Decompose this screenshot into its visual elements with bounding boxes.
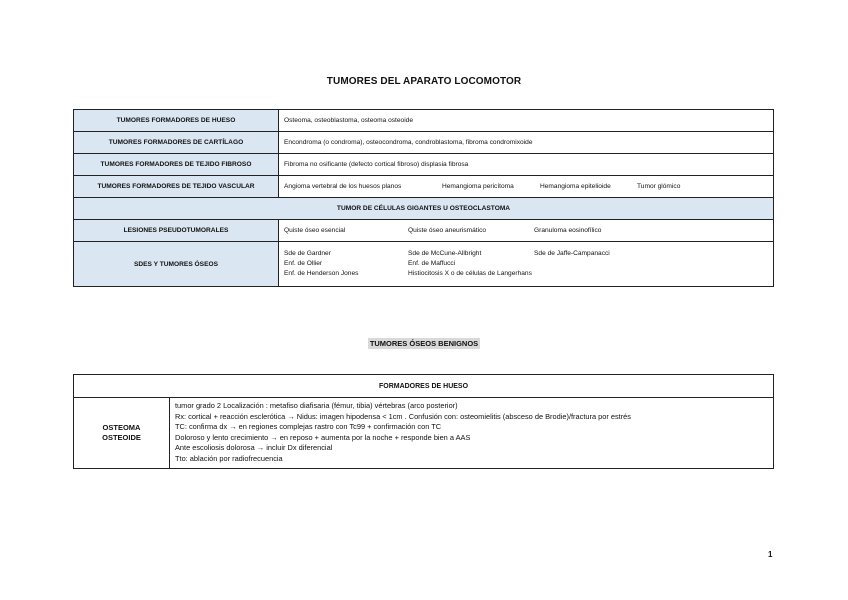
description-line: TC: confirma dx → en regiones complejas rastro con Tc99 + confirmación con TC — [175, 422, 442, 431]
giant-cell-row: TUMOR DE CÉLULAS GIGANTES U OSTEOCLASTOMA — [74, 198, 774, 220]
description-line: tumor grado 2 Localización : metafiso diafisaria (fémur, tibia) vértebras (arco posterior) — [175, 401, 458, 410]
row-value — [279, 220, 774, 242]
benign-heading: TUMORES ÓSEOS BENIGNOS — [369, 339, 479, 348]
row-value: Fibroma no osificante (defecto cortical fibroso) displasia fibrosa — [279, 154, 774, 176]
pseudotumor-item: Granuloma eosinofílico — [534, 227, 602, 234]
syndrome-item: Enf. de Maffucci — [408, 260, 456, 267]
benign-tumor-table — [73, 374, 774, 469]
row-label: TUMORES FORMADORES DE TEJIDO VASCULAR — [74, 176, 279, 198]
vascular-item: Tumor glómico — [637, 183, 681, 190]
syndrome-item: Sde de Gardner — [284, 250, 331, 257]
row-label: SDES Y TUMORES ÓSEOS — [74, 242, 279, 287]
row-value — [279, 242, 774, 287]
tumor-name-line: OSTEOMA — [102, 423, 141, 432]
page-title: TUMORES DEL APARATO LOCOMOTOR — [326, 76, 522, 87]
syndrome-column — [534, 249, 610, 279]
row-value: Encondroma (o condroma), osteocondroma, condroblastoma, fibroma condromixoide — [279, 132, 774, 154]
syndrome-column — [284, 249, 408, 279]
row-value — [279, 176, 774, 198]
row-label: TUMORES FORMADORES DE TEJIDO FIBROSO — [74, 154, 279, 176]
tumor-name-line: OSTEOIDE — [102, 433, 141, 442]
description-line: Tto: ablación por radiofrecuencia — [175, 453, 283, 463]
table-row — [74, 220, 774, 242]
table-row — [74, 398, 774, 469]
table-row — [74, 242, 774, 287]
row-label: LESIONES PSEUDOTUMORALES — [74, 220, 279, 242]
table-header: FORMADORES DE HUESO — [74, 375, 774, 398]
description-line: Rx: cortical + reacción esclerótica → Nidus: imagen hipodensa < 1cm . Confusión con: osteomielitis (absceso de Brodie)/fractura por estrés — [175, 411, 631, 421]
syndrome-item: Enf. de Henderson Jones — [284, 270, 359, 277]
tumor-name — [74, 398, 170, 469]
vascular-item: Hemangioma pericítoma — [442, 183, 514, 190]
row-value: Osteoma, osteoblastoma, osteoma osteoide — [279, 110, 774, 132]
vascular-item: Angioma vertebral de los huesos planos — [284, 183, 402, 190]
tumor-description — [170, 398, 774, 469]
pseudotumor-item: Quiste óseo aneurismático — [408, 227, 487, 234]
table-row — [74, 198, 774, 220]
table-row — [74, 154, 774, 176]
row-label: TUMORES FORMADORES DE CARTÍLAGO — [74, 132, 279, 154]
syndrome-item: Enf. de Ollier — [284, 260, 323, 267]
tumor-classification-table — [73, 109, 774, 287]
table-row — [74, 375, 774, 398]
description-line: Ante escoliosis dolorosa → incluir Dx diferencial — [175, 443, 333, 452]
row-label: TUMORES FORMADORES DE HUESO — [74, 110, 279, 132]
description-line: Doloroso y lento crecimiento → en reposo + aumenta por la noche + responde bien a AAS — [175, 432, 471, 442]
table-row — [74, 132, 774, 154]
syndrome-item: Sde de McCune-Allbright — [408, 250, 482, 257]
syndrome-item: Sde de Jaffe-Campanacci — [534, 250, 610, 257]
vascular-item: Hemangioma epitelioide — [540, 183, 611, 190]
table-row — [74, 176, 774, 198]
page-number: 1 — [768, 550, 773, 559]
syndrome-item: Histiocitosis X o de células de Langerhans — [408, 270, 532, 277]
pseudotumor-item: Quiste óseo esencial — [284, 227, 346, 234]
table-row — [74, 110, 774, 132]
syndrome-column — [408, 249, 534, 279]
section-heading — [0, 333, 848, 351]
